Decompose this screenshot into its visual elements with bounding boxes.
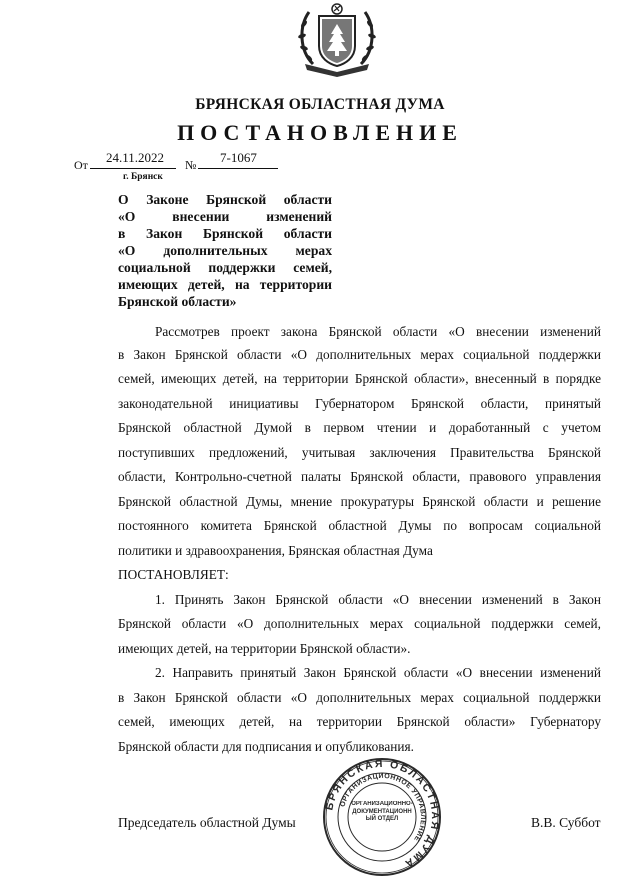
stamp-center-text: ОРГАНИЗАЦИОННО-ДОКУМЕНТАЦИОННЫЙ ОТДЕЛ bbox=[351, 801, 413, 822]
document-number: 7-1067 bbox=[220, 150, 257, 165]
body-line: Брянской областной Думы, мнение прокуратуры Брянской области и решение bbox=[118, 494, 601, 509]
document-date: 24.11.2022 bbox=[106, 150, 165, 165]
signer-name: В.В. Суббот bbox=[531, 815, 601, 830]
date-prefix: От bbox=[74, 158, 88, 172]
resolution-keyword: ПОСТАНОВЛЯЕТ: bbox=[118, 567, 229, 582]
body-line: имеющих детей, на территории Брянской области». bbox=[118, 641, 411, 656]
subject-line: в Закон Брянской области bbox=[118, 226, 332, 241]
subject-line: «О внесении изменений bbox=[118, 209, 332, 224]
body-line: области, Контрольно-счетной палаты Брянской области, правового управления bbox=[118, 469, 601, 484]
city-label: г. Брянск bbox=[123, 172, 163, 182]
stamp-outer-text: БРЯНСКАЯ ОБЛАСТНАЯ ДУМА bbox=[323, 757, 442, 871]
body-line: законодательной инициативы Губернатором Брянской области, принятый bbox=[118, 396, 601, 411]
body-line: постоянного комитета Брянской областной Думы по вопросам социальной bbox=[118, 518, 601, 533]
body-line: политики и здравоохранения, Брянская областная Дума bbox=[118, 543, 433, 558]
number-underline bbox=[198, 168, 278, 169]
subject-line: социальной поддержки семей, bbox=[118, 260, 332, 275]
date-underline bbox=[90, 168, 176, 169]
body-line: поступивших предложений, учитывая заключения Правительства Брянской bbox=[118, 445, 601, 460]
body-line: Рассмотрев проект закона Брянской области «О внесении изменений bbox=[155, 324, 601, 339]
body-line: в Закон Брянской области «О дополнительных мерах социальной поддержки bbox=[118, 347, 601, 362]
body-line: Брянской областной Думой в первом чтении и доработанный с учетом bbox=[118, 420, 601, 435]
subject-line: «О дополнительных мерах bbox=[118, 243, 332, 258]
body-line: 2. Направить принятый Закон Брянской области «О внесении изменений bbox=[155, 665, 601, 680]
body-line: 1. Принять Закон Брянской области «О внесении изменений в Закон bbox=[155, 592, 601, 607]
signer-title: Председатель областной Думы bbox=[118, 815, 296, 830]
subject-line: Брянской области» bbox=[118, 294, 237, 309]
body-line: семей, имеющих детей, на территории Брянской области», внесенный в порядке bbox=[118, 371, 601, 386]
body-line: семей, имеющих детей, на территории Брянской области» Губернатору bbox=[118, 714, 601, 729]
body-line: в Закон Брянской области «О дополнительных мерах социальной поддержки bbox=[118, 690, 601, 705]
official-stamp-icon bbox=[322, 757, 442, 877]
organization-name: БРЯНСКАЯ ОБЛАСТНАЯ ДУМА bbox=[195, 96, 445, 113]
subject-line: О Законе Брянской области bbox=[118, 192, 332, 207]
document-subject bbox=[118, 191, 332, 310]
stamp-inner-ring-text: ОРГАНИЗАЦИОННОЕ УПРАВЛЕНИЕ bbox=[339, 772, 427, 843]
number-prefix: № bbox=[185, 158, 197, 172]
body-line: Брянской области «О дополнительных мерах социальной поддержки семей, bbox=[118, 616, 601, 631]
document-type-title: ПОСТАНОВЛЕНИЕ bbox=[177, 120, 463, 145]
coat-of-arms-icon bbox=[291, 2, 383, 78]
subject-line: имеющих детей, на территории bbox=[118, 277, 332, 292]
body-line: Брянской области для подписания и опубликования. bbox=[118, 739, 414, 754]
